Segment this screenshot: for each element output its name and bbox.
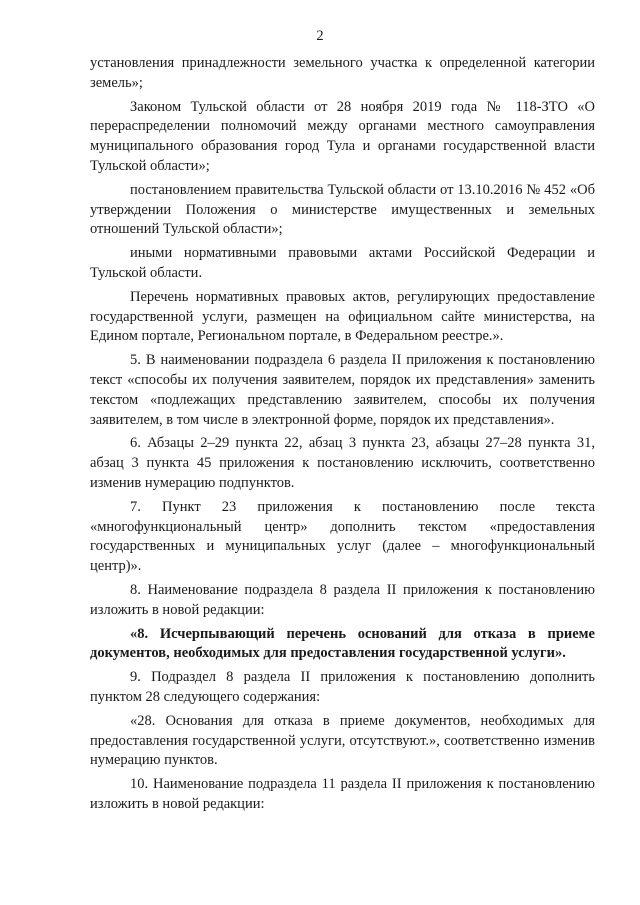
paragraph-bold-heading: «8. Исчерпывающий перечень оснований для отказа в приеме документов, необходимых для предоставления государственной услуги».	[90, 625, 595, 662]
paragraph-government-decree: постановлением правительства Тульской области от 13.10.2016 № 452 «Об утверждении Положения о министерстве имущественных и земельных отношений Тульской области»;	[90, 181, 595, 238]
paragraph-other-acts: иными нормативными правовыми актами Российской Федерации и Тульской области.	[90, 245, 595, 281]
paragraph-item-6: 6. Абзацы 2–29 пункта 22, абзац 3 пункта 23, абзацы 27–28 пункта 31, абзац 3 пункта 45 приложения к постановлению исключить, соответственно изменив нумерацию подпунктов.	[90, 435, 595, 491]
paragraph-tula-law: Законом Тульской области от 28 ноября 2019 года № 118-ЗТО «О перераспределении полномочий между органами местного самоуправления муниципального образования город Тула и органами государственной власти Тульской области»;	[90, 98, 595, 174]
paragraph-acts-list: Перечень нормативных правовых актов, регулирующих предоставление государственной услуги, размещен на официальном сайте министерства, на Едином портале, Региональном портале, в Федеральном реестре.».	[90, 288, 595, 345]
paragraph-item-28: «28. Основания для отказа в приеме документов, необходимых для предоставления государственной услуги, отсутствуют.», соответственно изменив нумерацию пунктов.	[90, 712, 595, 769]
paragraph-item-9: 9. Подраздел 8 раздела II приложения к постановлению дополнить пунктом 28 следующего содержания:	[90, 669, 595, 705]
paragraph-item-5: 5. В наименовании подраздела 6 раздела II приложения к постановлению текст «способы их получения заявителем, порядок их представления» заменить текстом «подлежащих представлению заявителем, способы их получения заявителем, в том числе в электронной форме, порядок их представления».	[90, 352, 595, 428]
paragraph-item-10: 10. Наименование подраздела 11 раздела II приложения к постановлению изложить в новой редакции:	[90, 776, 595, 812]
paragraph-continuation: установления принадлежности земельного участка к определенной категории земель»;	[90, 55, 595, 91]
paragraph-item-7: 7. Пункт 23 приложения к постановлению после текста «многофункциональный центр» дополнить текстом «предоставления государственных и муниципальных услуг (далее – многофункциональный центр)».	[90, 498, 595, 575]
paragraph-item-8: 8. Наименование подраздела 8 раздела II приложения к постановлению изложить в новой редакции:	[90, 581, 595, 618]
document-body	[90, 54, 595, 819]
page-number: 2	[316, 28, 324, 44]
